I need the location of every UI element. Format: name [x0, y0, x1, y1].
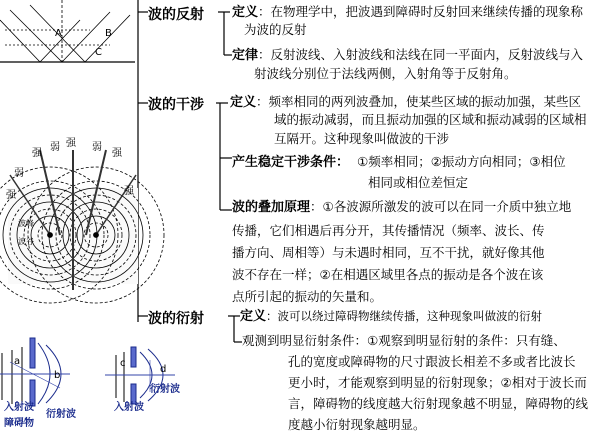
superposition-line-3: 播方向、周相等）与未遇时相同，互不干扰，就好像其他 — [232, 245, 545, 260]
fig-strong-5: 强 — [124, 186, 134, 197]
fig-strong-1: 强 — [32, 148, 42, 159]
interference-cond-line-2: 相同或相位差恒定 — [368, 175, 469, 190]
superposition-line-2: 传播，它们相遇后再分开，其传播情况（频率、波长、传 — [232, 223, 545, 238]
fig-weak-2: 弱 — [92, 142, 102, 153]
fig-weak-3: 弱 — [14, 168, 24, 179]
obstacle-label: 障碍物 — [4, 418, 34, 429]
reflection-def-line-1: ：在物理学中，把波遇到障碍时反射回来继续传播的现象称 — [258, 4, 584, 19]
reflection-law-label: 定律 — [232, 48, 259, 63]
reflection-law-line-1: ：反射波线、入射波线和法线在同一平面内，反射波线与入 — [258, 47, 584, 62]
diffraction-obs-line-1: ：①观察到明显衍射的条件：只有缝、 — [354, 333, 566, 348]
superposition-principle — [232, 198, 571, 217]
interference-cond-line-1: ①频率相同；②振动方向相同；③相位 — [357, 154, 566, 169]
interference-title: 波的干涉 — [148, 97, 204, 113]
diffraction-obs-line-4: 言，障碍物的线度越大衍射现象越不明显，障碍物的线 — [288, 396, 589, 411]
diffraction-obs-line-5: 度越小衍射现象越明显。 — [288, 417, 426, 432]
fig-a: a — [14, 356, 21, 367]
fig-strong-2: 强 — [66, 138, 76, 149]
interference-def-line-1: ：频率相同的两列波叠加，使某些区域的振动加强，某些区 — [256, 94, 582, 109]
reflection-def-label: 定义 — [232, 5, 259, 20]
diffraction-def-text: ：波可以绕过障碍物继续传播，这种现象叫做波的衍射 — [266, 309, 543, 323]
diffraction-figure-2 — [105, 347, 175, 404]
superposition-label: 波的叠加原理 — [232, 200, 311, 215]
diffraction-observation — [242, 332, 566, 350]
diffraction-title: 波的衍射 — [148, 311, 204, 327]
incident-wave-label-1: 入射波 — [4, 402, 34, 413]
interference-def-label: 定义 — [230, 95, 257, 110]
diffraction-obs-line-2: 孔的宽度或障碍物的尺寸跟波长相差不多或者比波长 — [288, 354, 576, 369]
reflection-title: 波的反射 — [148, 7, 204, 23]
reflection-def-line-2: 为波的反射 — [244, 22, 307, 37]
svg-text:A: A — [55, 28, 62, 39]
fig-weak-1: 弱 — [50, 142, 60, 153]
reflection-law — [232, 46, 583, 65]
reflection-definition — [232, 3, 583, 22]
fig-wave-trough: 波谷 — [18, 237, 34, 246]
superposition-line-1: ：①各波源所激发的波可以在同一介质中独立地 — [310, 199, 572, 214]
interference-condition — [232, 153, 566, 172]
reflection-figure — [0, 0, 135, 62]
interference-def-line-2: 域的振动减弱，而且振动加强的区域和振动减弱的区域相 — [274, 112, 587, 127]
fig-d: d — [160, 364, 167, 375]
fig-wave-crest: 波峰 — [18, 219, 34, 228]
fig-strong-4: 强 — [6, 190, 16, 201]
diffraction-obs-line-3: 更小时，才能观察到明显的衍射现象；②相对于波长而 — [288, 375, 587, 390]
fig-strong-3: 强 — [112, 148, 122, 159]
incident-wave-label-2: 入射波 — [114, 402, 144, 413]
superposition-line-4: 波不存在一样；②在相遇区域里各点的振动是各个波在该 — [232, 267, 544, 282]
svg-text:C: C — [95, 47, 102, 58]
diffracted-wave-label-2: 衍射波 — [150, 384, 180, 395]
diffraction-obs-label: 观测到明显衍射条件 — [242, 333, 355, 348]
interference-def-line-3: 互隔开。这种现象叫做波的干涉 — [274, 131, 450, 146]
reflection-law-line-2: 射波线分别位于法线两侧，入射角等于反射角。 — [254, 66, 517, 81]
fig-c: c — [120, 358, 126, 369]
diffracted-wave-label-1: 衍射波 — [46, 409, 76, 420]
diffraction-definition — [240, 307, 542, 326]
interference-cond-label: 产生稳定干涉条件： — [232, 155, 350, 170]
superposition-line-5: 点所引起的振动的矢量和。 — [232, 289, 383, 304]
svg-text:B: B — [105, 28, 112, 39]
fig-b: b — [54, 370, 61, 381]
interference-definition — [230, 93, 581, 112]
diffraction-def-label: 定义 — [240, 309, 267, 324]
